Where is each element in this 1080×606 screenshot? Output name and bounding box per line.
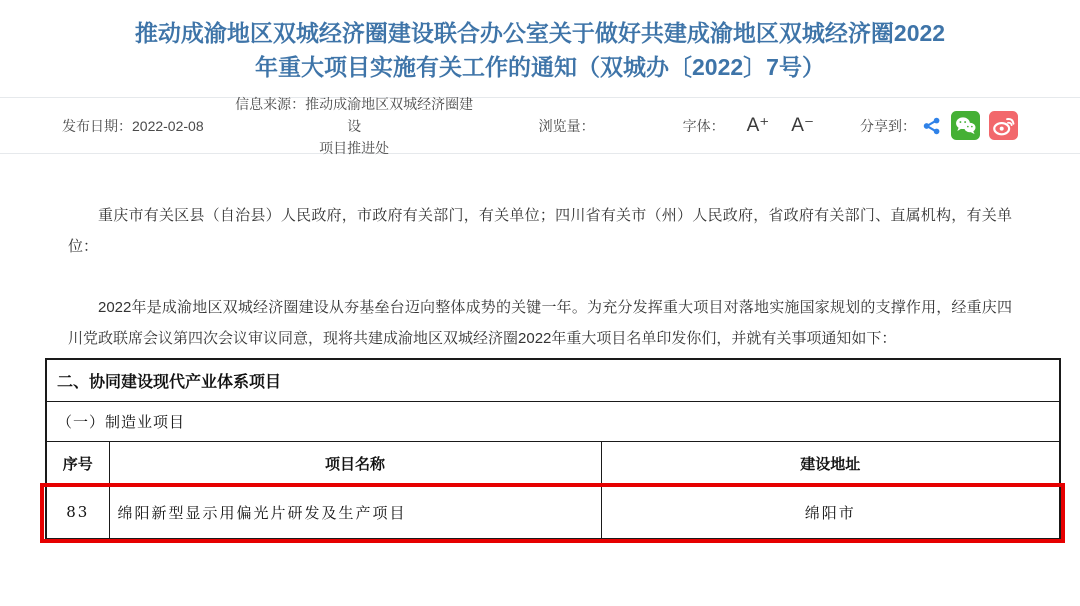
share-icon[interactable] [922,116,942,136]
publish-date-value: 2022-02-08 [132,117,204,134]
weibo-icon[interactable] [989,111,1018,140]
publish-date [62,116,204,136]
table-section-header: 二、协同建设现代产业体系项目 [46,359,1060,401]
views-label: 浏览量： [538,117,595,134]
share-controls [860,111,1018,140]
column-header-project-name: 项目名称 [109,441,601,486]
font-increase-button[interactable]: A⁺ [746,114,770,136]
page-title [0,16,1080,84]
column-header-seq: 序号 [46,441,109,486]
info-source-line1: 推动成渝地区双城经济圈建设 [305,95,474,134]
share-label: 分享到： [860,117,916,134]
info-source-label: 信息来源： [235,95,306,112]
table-subsection-header: （一）制造业项目 [46,401,1060,441]
publish-date-label: 发布日期： [62,117,132,134]
project-table-container [45,358,1059,540]
font-size-label: 字体： [682,117,725,134]
info-source [232,93,477,159]
page-title-line1: 推动成渝地区双城经济圈建设联合办公室关于做好共建成渝地区双城经济圈2022 [134,20,946,46]
table-subsection-row [46,401,1060,441]
page [0,16,1080,606]
font-decrease-button[interactable]: A⁻ [791,114,814,136]
paragraph-intro: 2022年是成渝地区双城经济圈建设从夯基垒台迈向整体成势的关键一年。为充分发挥重大项目对落地实施国家规划的支撑作用，经重庆四川党政联席会议第四次会议审议同意，现将共建成渝地区双城经济圈2022年重大项目名单印发你们，并就有关事项通知如下： [68,299,1012,347]
table-header-row [46,441,1060,486]
page-title-line2: 年重大项目实施有关工作的通知（双城办〔2022〕7号） [255,54,825,80]
info-source-line2: 项目推进处 [319,139,390,156]
wechat-icon[interactable] [951,111,980,140]
cell-project-name: 绵阳新型显示用偏光片研发及生产项目 [109,486,601,539]
cell-location: 绵阳市 [601,486,1060,539]
document-body [68,200,1012,354]
column-header-location: 建设地址 [601,441,1060,486]
paragraph-recipients: 重庆市有关区县（自治县）人民政府，市政府有关部门，有关单位；四川省有关市（州）人民政府，省政府有关部门、直属机构，有关单位： [68,207,1012,255]
views-counter [539,116,595,136]
meta-bar [0,97,1080,154]
table-row [46,486,1060,539]
table-section-row [46,359,1060,401]
cell-seq: 83 [46,486,109,539]
font-size-controls [683,116,814,136]
project-table [45,358,1061,540]
